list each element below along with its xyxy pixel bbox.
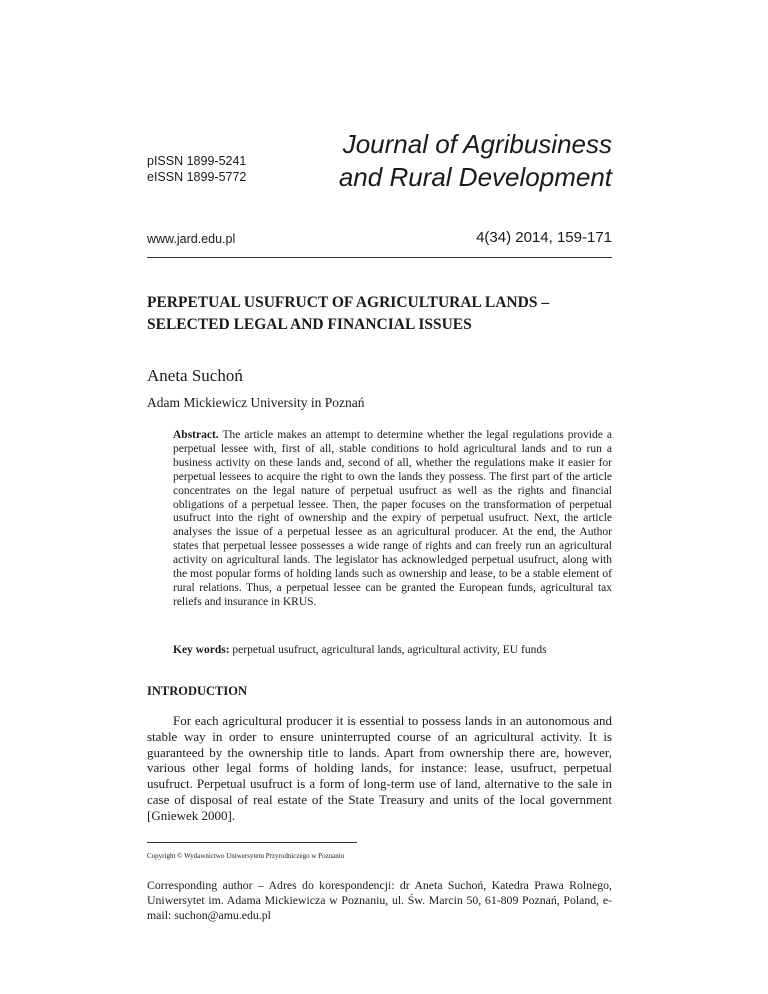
journal-website: www.jard.edu.pl xyxy=(147,232,236,246)
eissn-text: eISSN 1899-5772 xyxy=(147,170,247,184)
header-divider xyxy=(147,257,612,258)
journal-title-line1: Journal of Agribusiness xyxy=(342,129,612,159)
author-affiliation: Adam Mickiewicz University in Poznań xyxy=(147,395,365,410)
issue-pages: 4(34) 2014, 159-171 xyxy=(476,229,612,246)
keywords-label: Key words: xyxy=(173,644,230,656)
abstract-text: The article makes an attempt to determine whether the legal regulations provide a perpetual lessee with, first of all, stable conditions to hold agricultural lands and to run a business activity on these lands and, second of all, whether the regulations make it easier for perpetual lessees to acquire the right to own the lands they possess. The first part of the article concentrates on the legal nature of perpetual usufruct as well as the rights and financial obligations of a perpetual lessee. Then, the paper focuses on the transformation of perpetual usufruct into the right of ownership and the expiry of perpetual usufruct. Next, the article analyses the issue of a perpetual lessee as an agricultural producer. At the end, the Author states that perpetual lessee possesses a wide range of rights and can freely run an agricultural activity on agricultural lands. The legislator has acknowledged perpetual usufruct, along with the most popular forms of holding lands such as ownership and lease, to be a stable element of rural relations. Thus, a perpetual lessee can be granted the European funds, agricultural tax reliefs and insurance in KRUS. xyxy=(173,429,612,608)
section-heading-introduction: INTRODUCTION xyxy=(147,684,248,698)
keywords xyxy=(173,643,612,657)
keywords-text: perpetual usufruct, agricultural lands, agricultural activity, EU funds xyxy=(229,644,547,656)
correspondence-note: Corresponding author – Adres do korespondencji: dr Aneta Suchoń, Katedra Prawa Rolnego, Uniwersytet im. Adama Mickiewicza w Poznaniu, ul. Św. Marcin 50, 61-809 Poznań, Poland, e-mail: suchon@amu.edu.pl xyxy=(147,878,612,922)
journal-title-line2: and Rural Development xyxy=(338,162,612,192)
pissn-text: pISSN 1899-5241 xyxy=(147,154,247,168)
issn-block xyxy=(147,153,246,185)
journal-title xyxy=(300,128,612,194)
article-title-line1: PERPETUAL USUFRUCT OF AGRICULTURAL LANDS – xyxy=(147,294,550,311)
copyright-notice: Copyright © Wydawnictwo Uniwersytetu Przyrodniczego w Poznaniu xyxy=(147,852,345,860)
author-name: Aneta Suchoń xyxy=(147,366,243,385)
article-title xyxy=(147,292,612,336)
introduction-paragraph: For each agricultural producer it is essential to possess lands in an autonomous and stable way in order to ensure uninterrupted course of an agricultural activity. It is guaranteed by the ownership title to lands. Apart from ownership there are, however, various other legal forms of holding lands, for instance: lease, usufruct, perpetual usufruct. Perpetual usufruct is a form of long-term use of land, alternative to the sale in case of disposal of real estate of the State Treasury and units of the local government [Gniewek 2000]. xyxy=(147,713,612,823)
footnote-divider xyxy=(147,842,357,843)
abstract xyxy=(173,429,612,610)
article-title-line2: SELECTED LEGAL AND FINANCIAL ISSUES xyxy=(147,316,472,333)
abstract-label: Abstract. xyxy=(173,429,219,441)
